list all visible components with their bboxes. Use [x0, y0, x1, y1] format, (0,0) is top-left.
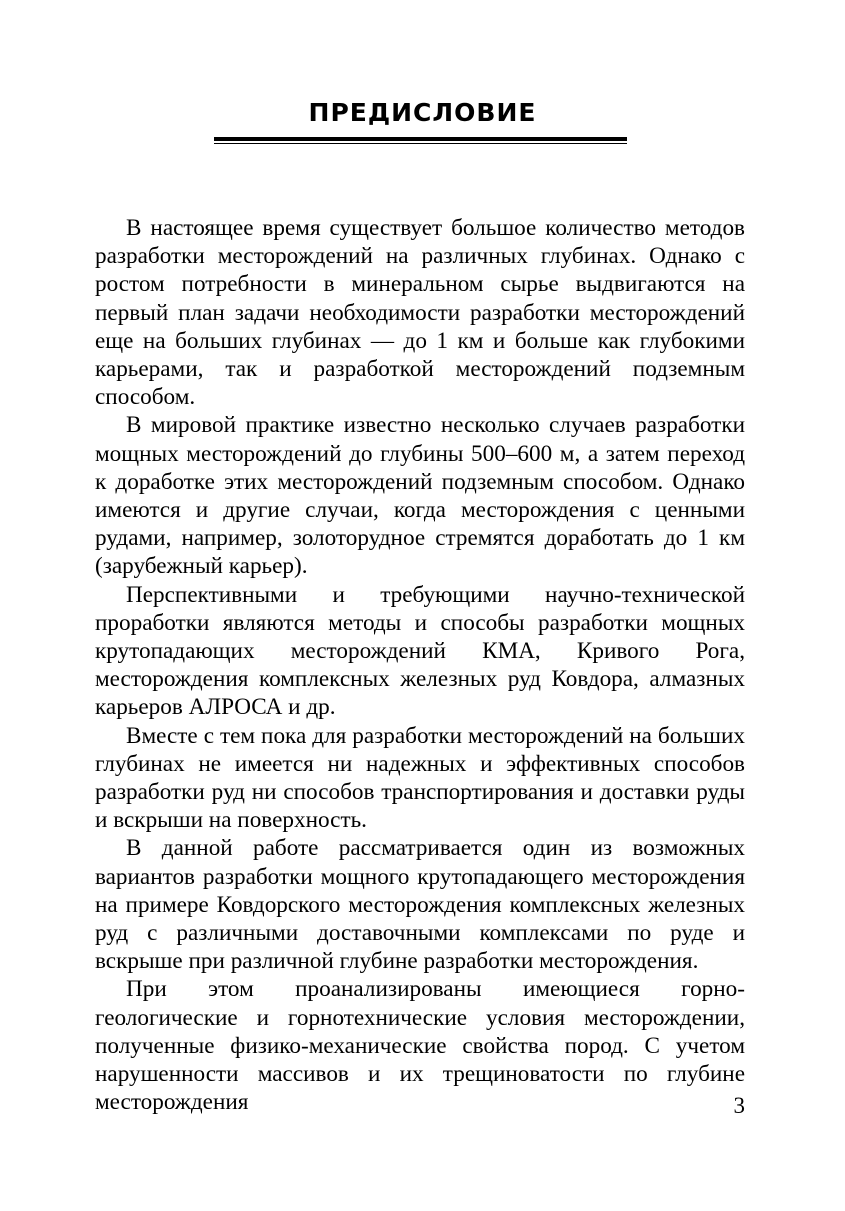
paragraph: В настоящее время существует большое количество методов разработки месторождений на различных глубинах. Однако с ростом потребности в минеральном сырье выдвигаются на первый план задачи необходимости разработки месторождений еще на больших глубинах — до 1 км и больше как глубокими карьерами, так и разработкой месторождений подземным способом.: [95, 215, 745, 411]
page-title: ПРЕДИСЛОВИЕ: [308, 98, 537, 127]
paragraph: Вместе с тем пока для разработки месторождений на больших глубинах не имеется ни надежных и эффективных способов разработки руд ни способов транспортирования и доставки руды и вскрыши на поверхность.: [95, 722, 745, 834]
paragraph: В данной работе рассматривается один из возможных вариантов разработки мощного крутопадающего месторождения на примере Ковдорского месторождения комплексных железных руд с различными доставочными комплексами по руде и вскрыше при различной глубине разработки месторождения.: [95, 835, 745, 975]
title-rule-thin: [214, 143, 627, 144]
body-text: [95, 214, 745, 1117]
paragraph: При этом проанализированы имеющиеся горно-геологические и горнотехнические условия месторождении, полученные физико-механические свойства пород. С учетом нарушенности массивов и их трещиноватости по глубине месторождения: [95, 976, 745, 1116]
paragraph: Перспективными и требующими научно-технической проработки являются методы и способы разработки мощных крутопадающих месторождений КМА, Кривого Рога, месторождения комплексных железных руд Ковдора, алмазных карьеров АЛРОСА и др.: [95, 581, 745, 721]
page-number: 3: [733, 1093, 745, 1118]
paragraph: В мировой практике известно несколько случаев разработки мощных месторождений до глубины 500–600 м, а затем переход к доработке этих месторождений подземным способом. Однако имеются и другие случаи, когда месторождения с ценными рудами, например, золоторудное стремятся доработать до 1 км (зарубежный карьер).: [95, 412, 745, 580]
title-rule-thick: [214, 137, 627, 141]
